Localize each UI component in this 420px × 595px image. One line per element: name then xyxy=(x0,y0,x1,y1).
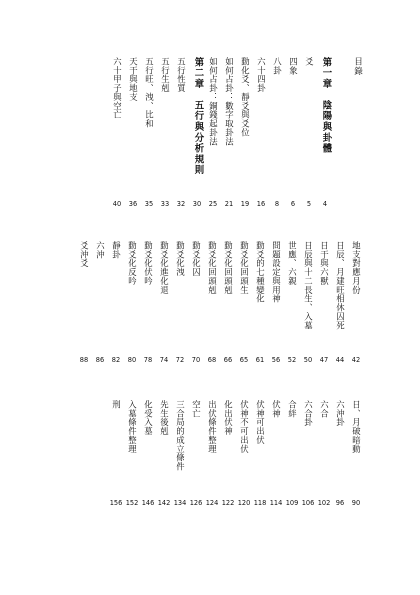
entry-title: 空亡 xyxy=(191,400,202,418)
page-number: 88 xyxy=(79,356,89,364)
entry-title: 如何占卦：數字取卦法 xyxy=(224,57,235,146)
entry-title: 出伏條件整理 xyxy=(207,400,218,454)
entry-title: 日辰、月建旺相休囚死 xyxy=(335,241,346,330)
entry-title: 六沖卦 xyxy=(335,400,346,427)
page-number: 70 xyxy=(191,356,201,364)
page-number: 74 xyxy=(159,356,169,364)
entry-title: 動爻化回頭剋 xyxy=(207,241,218,295)
page-number: 142 xyxy=(157,499,171,507)
entry-title: 先生後剋 xyxy=(159,400,170,436)
chapter-title: 第一章 陰陽與卦體 xyxy=(320,57,332,155)
page-number: 33 xyxy=(160,200,170,208)
entry-title: 靜卦 xyxy=(111,241,122,259)
page-number: 8 xyxy=(274,200,280,208)
entry-title: 如何占卦：銅錢起卦法 xyxy=(208,57,219,146)
entry-title: 刑 xyxy=(111,400,122,409)
page-number: 5 xyxy=(306,200,312,208)
page-number: 134 xyxy=(173,499,187,507)
entry-title: 化出伏神 xyxy=(223,400,234,436)
page-number: 120 xyxy=(237,499,251,507)
page-number: 114 xyxy=(269,499,283,507)
entry-title: 伏神不可出伏 xyxy=(239,400,250,454)
page-number: 78 xyxy=(143,356,153,364)
page-number: 126 xyxy=(189,499,203,507)
entry-title: 化受入墓 xyxy=(143,400,154,436)
entry-title: 爻沖爻 xyxy=(79,241,90,268)
entry-title: 世應、六親 xyxy=(287,241,298,286)
page-number: 25 xyxy=(208,200,218,208)
page-number: 152 xyxy=(125,499,139,507)
page-number: 90 xyxy=(351,499,361,507)
chapter-title: 第二章 五行與分析規則 xyxy=(192,57,204,176)
page-number: 106 xyxy=(301,499,315,507)
entry-title: 動爻化進化退 xyxy=(159,241,170,295)
entry-title: 日辰與十二長生、入墓 xyxy=(303,241,314,330)
page-number: 44 xyxy=(335,356,345,364)
page-number: 80 xyxy=(127,356,137,364)
entry-title: 五行生剋 xyxy=(160,57,171,93)
page-number: 56 xyxy=(271,356,281,364)
page-number: 66 xyxy=(223,356,233,364)
entry-title: 動化爻、靜爻與爻位 xyxy=(240,57,251,138)
entry-title: 三合局的成立條件 xyxy=(175,400,186,472)
entry-title: 動爻化囚 xyxy=(191,241,202,277)
page-number: 102 xyxy=(317,499,331,507)
entry-title: 伏神可出伏 xyxy=(255,400,266,445)
entry-title: 伏神 xyxy=(271,400,282,418)
page-number: 42 xyxy=(351,356,361,364)
entry-title: 六十甲子與空亡 xyxy=(112,57,123,120)
entry-title: 問題設定與用神 xyxy=(271,241,282,304)
entry-title: 天干與地支 xyxy=(128,57,139,102)
entry-title: 五行旺、洩、比和 xyxy=(144,57,155,129)
entry-title: 動爻化洩 xyxy=(175,241,186,277)
page-number: 52 xyxy=(287,356,297,364)
page-number: 109 xyxy=(285,499,299,507)
entry-title: 動爻化回頭剋 xyxy=(223,241,234,295)
page-number: 156 xyxy=(109,499,123,507)
page-number: 40 xyxy=(112,200,122,208)
document-title: 目錄 xyxy=(352,57,363,77)
page-number: 30 xyxy=(192,200,202,208)
entry-title: 五行性質 xyxy=(176,57,187,93)
page-number: 19 xyxy=(240,200,250,208)
page-number: 124 xyxy=(205,499,219,507)
entry-title: 六十四卦 xyxy=(256,57,267,93)
page-number: 82 xyxy=(111,356,121,364)
page-number: 61 xyxy=(255,356,265,364)
page-number: 36 xyxy=(128,200,138,208)
page-number: 47 xyxy=(319,356,329,364)
entry-title: 日、月破暗動 xyxy=(351,400,362,454)
entry-title: 合絆 xyxy=(287,400,298,418)
entry-title: 六合卦 xyxy=(303,400,314,427)
entry-title: 日干與六獸 xyxy=(319,241,330,286)
page-number: 72 xyxy=(175,356,185,364)
entry-title: 動爻化回頭生 xyxy=(239,241,250,295)
page-number: 146 xyxy=(141,499,155,507)
page-number: 122 xyxy=(221,499,235,507)
entry-title: 動爻的七種變化 xyxy=(255,241,266,304)
entry-title: 六沖 xyxy=(95,241,106,259)
entry-title: 地支對應月份 xyxy=(351,241,362,295)
entry-title: 入墓條件整理 xyxy=(127,400,138,454)
page-number: 21 xyxy=(224,200,234,208)
page-number: 50 xyxy=(303,356,313,364)
page-number: 35 xyxy=(144,200,154,208)
page-number: 32 xyxy=(176,200,186,208)
page-number: 96 xyxy=(335,499,345,507)
page-number: 118 xyxy=(253,499,267,507)
page-number: 68 xyxy=(207,356,217,364)
page-number: 6 xyxy=(290,200,296,208)
entry-title: 爻 xyxy=(304,57,315,66)
entry-title: 動爻化伏吟 xyxy=(143,241,154,286)
entry-title: 八卦 xyxy=(272,57,283,75)
entry-title: 六合 xyxy=(319,400,330,418)
page-number: 16 xyxy=(256,200,266,208)
entry-title: 動爻化反吟 xyxy=(127,241,138,286)
page-number: 86 xyxy=(95,356,105,364)
page-number: 4 xyxy=(322,200,328,208)
page-number: 65 xyxy=(239,356,249,364)
entry-title: 四象 xyxy=(288,57,299,75)
